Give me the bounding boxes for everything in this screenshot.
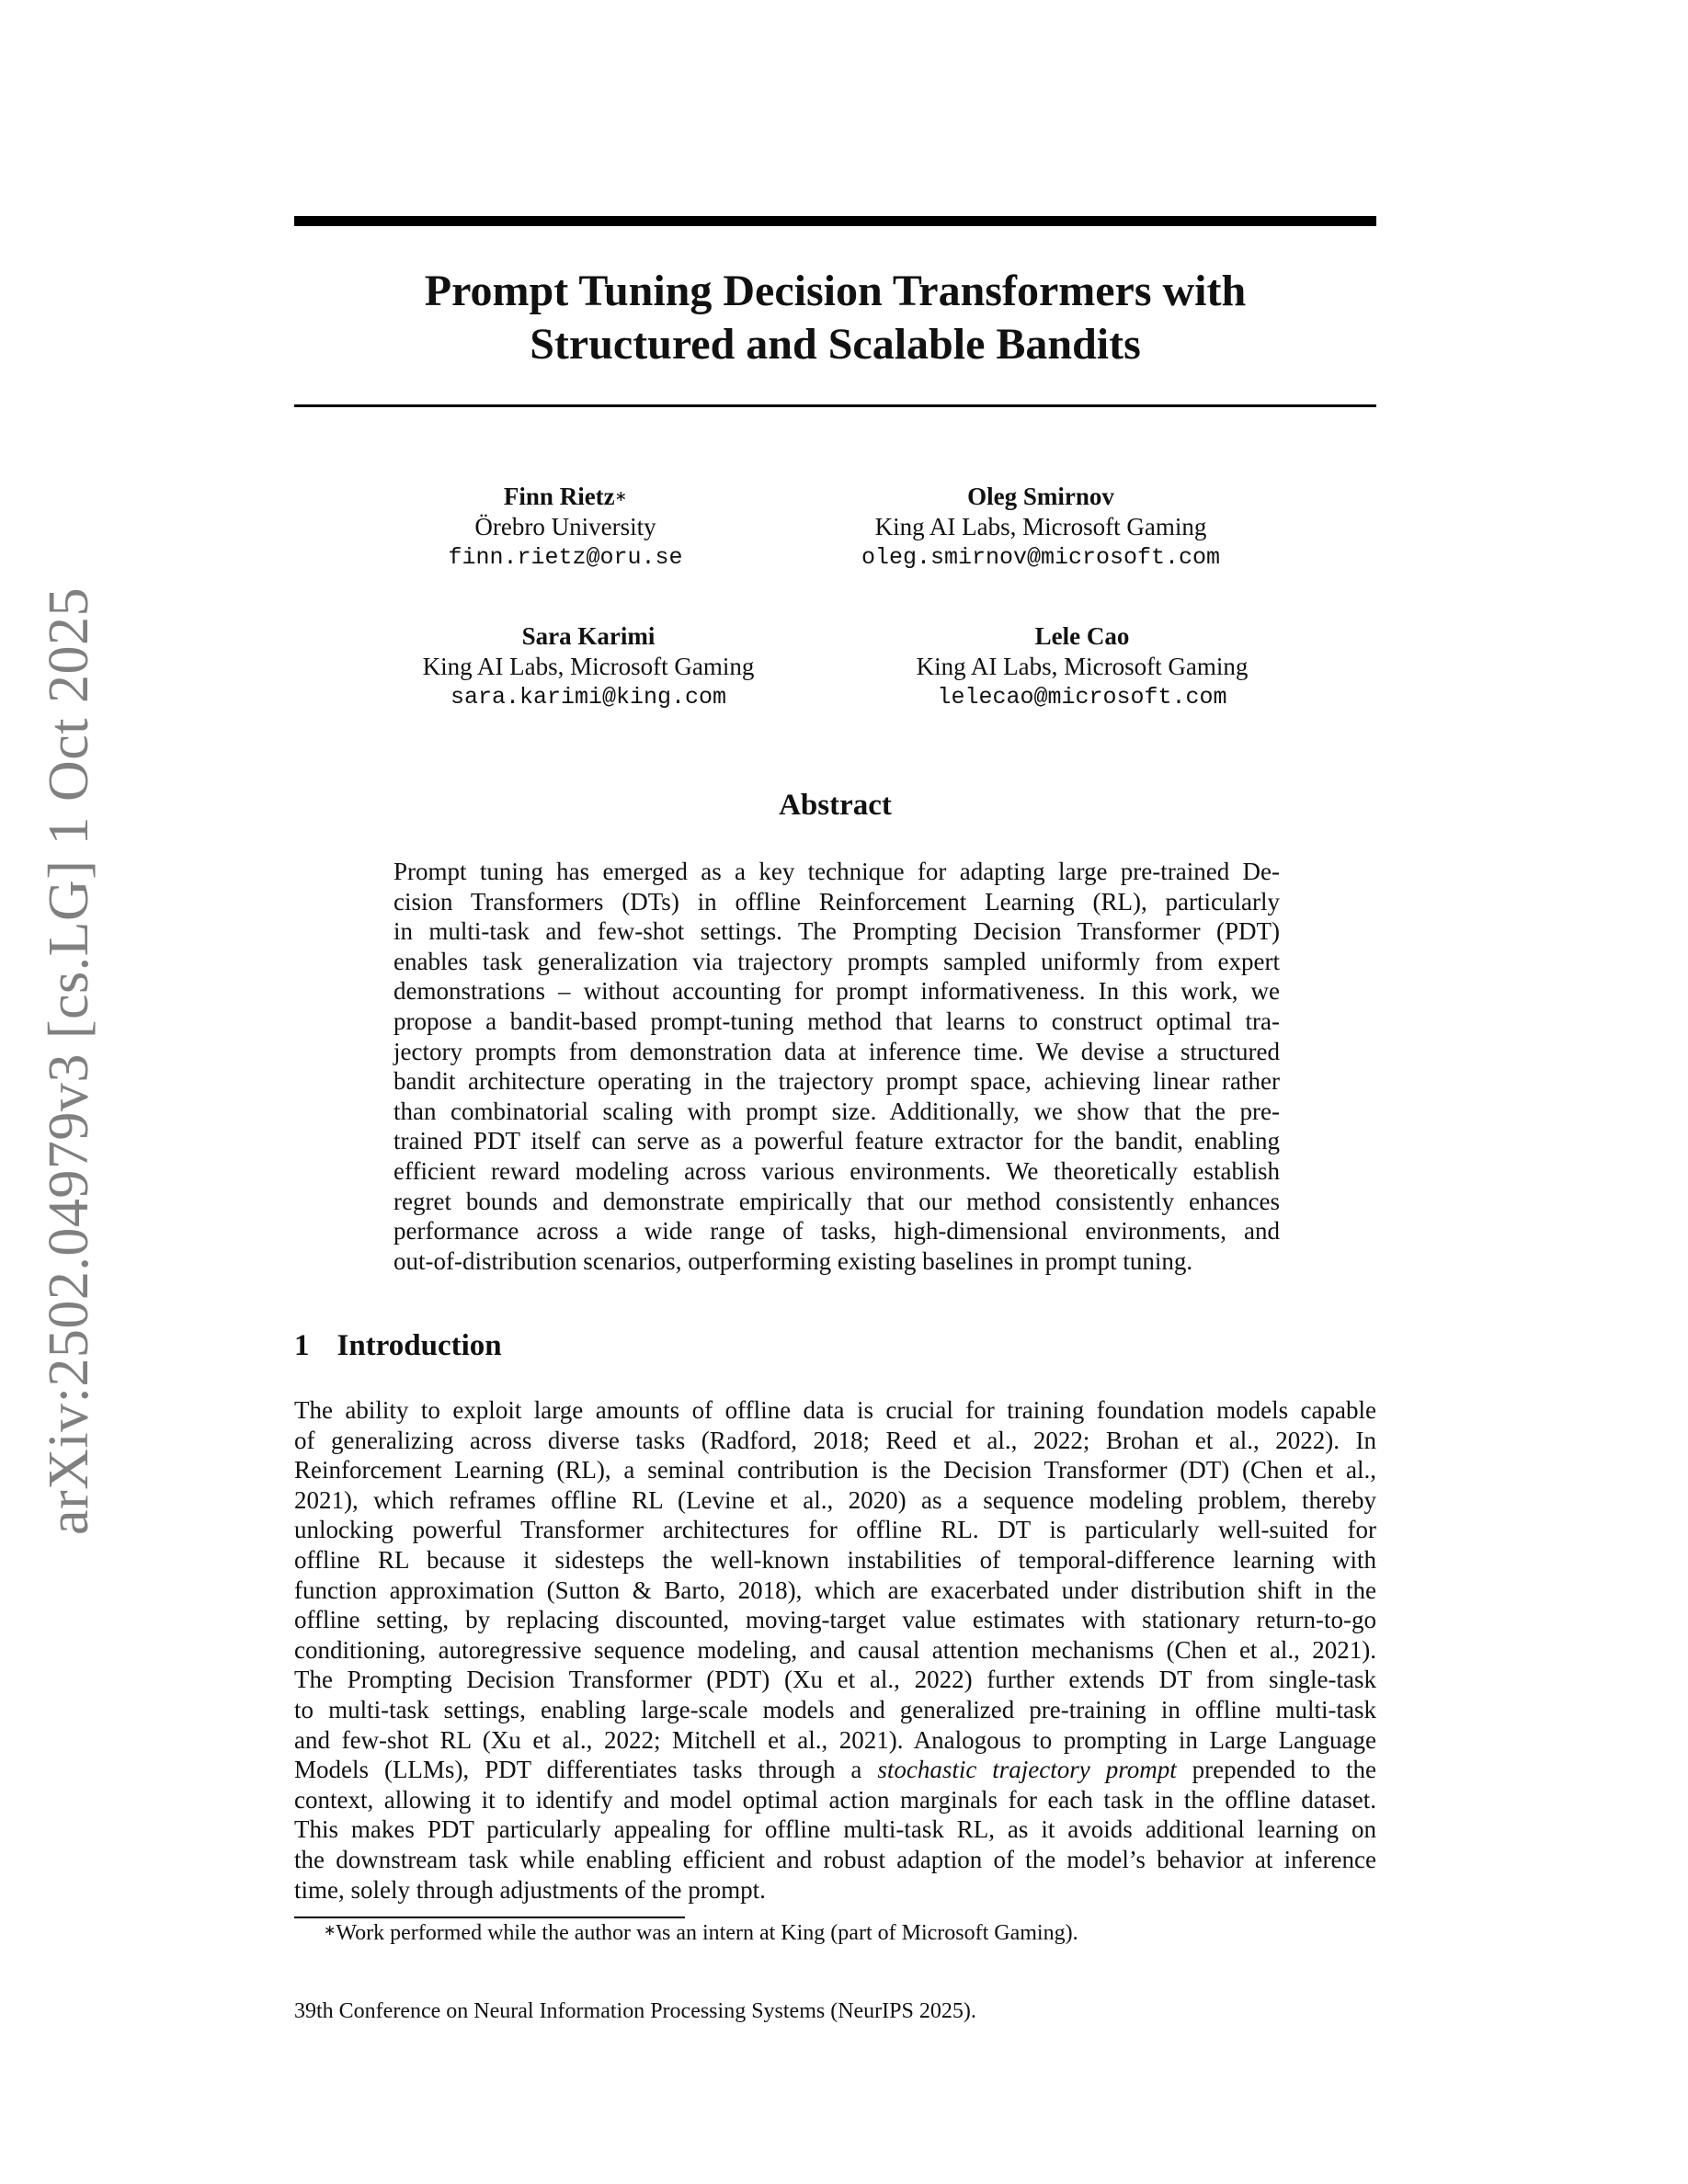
text-line: context, allowing it to identify and model optimal action marginals for each task in the offline dataset. (294, 1785, 1376, 1814)
text-line (294, 1755, 1376, 1785)
author-email[interactable]: finn.rietz@oru.se (448, 544, 683, 571)
introduction-body (294, 1395, 1376, 1905)
text-line: The Prompting Decision Transformer (PDT) (Xu et al., 2022) further extends DT from single-task (294, 1666, 1376, 1694)
text-line: the downstream task while enabling efficient and robust adaption of the model’s behavior at inference (294, 1845, 1376, 1873)
text-line: to multi-task settings, enabling large-scale models and generalized pre-training in offline multi-task (294, 1695, 1376, 1723)
text-span: prepended to the (1176, 1756, 1376, 1784)
text-line: regret bounds and demonstrate empirically that our method consistently enhances (393, 1187, 1280, 1215)
arxiv-stamp: arXiv:2502.04979v3 [cs.LG] 1 Oct 2025 (38, 587, 100, 1535)
text-line: cision Transformers (DTs) in offline Reinforcement Learning (RL), particularly (393, 887, 1280, 916)
author-block (802, 482, 1280, 573)
text-line: conditioning, autoregressive sequence modeling, and causal attention mechanisms (Chen et al., 2021). (294, 1635, 1376, 1664)
text-line: Prompt tuning has emerged as a key technique for adapting large pre-trained De- (393, 858, 1280, 885)
abstract-body (393, 857, 1280, 1276)
top-rule (294, 216, 1376, 226)
section-title: Introduction (336, 1329, 502, 1362)
text-line: time, solely through adjustments of the prompt. (294, 1875, 766, 1904)
author-block (326, 482, 804, 573)
footnote-text: Work performed while the author was an intern at King (part of Microsoft Gaming). (336, 1921, 1078, 1945)
author-email[interactable]: oleg.smirnov@microsoft.com (861, 544, 1221, 571)
text-line: offline setting, by replacing discounted, moving-target value estimates with stationary return-to-go (294, 1606, 1376, 1634)
footnote (324, 1921, 1078, 1946)
author-email[interactable]: sara.karimi@king.com (450, 684, 727, 711)
text-span: Models (LLMs), PDT differentiates tasks through a (294, 1756, 878, 1784)
text-line: The ability to exploit large amounts of offline data is crucial for training foundation models capable (294, 1396, 1376, 1424)
abstract-heading: Abstract (779, 789, 892, 822)
text-line: out-of-distribution scenarios, outperforming existing baselines in prompt tuning. (393, 1246, 1193, 1275)
author-affiliation: Örebro University (474, 513, 656, 540)
text-line: unlocking powerful Transformer architectures for offline RL. DT is particularly well-suited for (294, 1516, 1376, 1544)
author-block (349, 621, 827, 712)
title-rule (294, 404, 1376, 407)
author-name: Finn Rietz (503, 483, 615, 510)
title-line: Prompt Tuning Decision Transformers with (424, 267, 1247, 315)
text-line: bandit architecture operating in the trajectory prompt space, achieving linear rather (393, 1067, 1280, 1096)
author-name: Sara Karimi (521, 622, 656, 650)
text-line: trained PDT itself can serve as a powerful feature extractor for the bandit, enabling (393, 1127, 1280, 1155)
author-name: Oleg Smirnov (967, 483, 1114, 510)
text-line: of generalizing across diverse tasks (Radford, 2018; Reed et al., 2022; Brohan et al., 2022). In (294, 1426, 1376, 1454)
title-line: Structured and Scalable Bandits (530, 320, 1141, 369)
text-line: function approximation (Sutton & Barto, 2018), which are exacerbated under distribution shift in the (294, 1575, 1376, 1604)
text-line: demonstrations – without accounting for prompt informativeness. In this work, we (393, 977, 1280, 1006)
emphasis-text: stochastic trajectory prompt (877, 1756, 1177, 1784)
text-line: than combinatorial scaling with prompt size. Additionally, we show that the pre- (393, 1097, 1280, 1125)
text-line: enables task generalization via trajectory prompts sampled uniformly from expert (393, 947, 1280, 975)
text-line: propose a bandit-based prompt-tuning method that learns to construct optimal tra- (393, 1007, 1280, 1035)
text-line: This makes PDT particularly appealing for offline multi-task RL, as it avoids additional learning on (294, 1815, 1376, 1844)
footnote-rule (294, 1917, 685, 1918)
section-heading (294, 1329, 502, 1363)
footnote-mark: ∗ (324, 1923, 336, 1939)
text-line: efficient reward modeling across various environments. We theoretically establish (393, 1156, 1280, 1185)
venue-note: 39th Conference on Neural Information Processing Systems (NeurIPS 2025). (294, 1999, 976, 2023)
paper-title (294, 265, 1376, 371)
author-affiliation: King AI Labs, Microsoft Gaming (916, 653, 1249, 680)
text-line: in multi-task and few-shot settings. The Prompting Decision Transformer (PDT) (393, 917, 1280, 946)
text-line: jectory prompts from demonstration data at inference time. We devise a structured (393, 1037, 1280, 1065)
author-affiliation: King AI Labs, Microsoft Gaming (874, 513, 1207, 540)
author-block (843, 621, 1321, 712)
text-line: offline RL because it sidesteps the well-known instabilities of temporal-difference learning with (294, 1545, 1376, 1574)
author-name: Lele Cao (1034, 622, 1130, 650)
author-affiliation: King AI Labs, Microsoft Gaming (422, 653, 755, 680)
text-line: 2021), which reframes offline RL (Levine et al., 2020) as a sequence modeling problem, thereby (294, 1485, 1376, 1514)
author-email[interactable]: lelecao@microsoft.com (937, 684, 1227, 711)
footnote-mark: ∗ (614, 489, 628, 505)
text-line: performance across a wide range of tasks, high-dimensional environments, and (393, 1217, 1280, 1246)
text-line: Reinforcement Learning (RL), a seminal contribution is the Decision Transformer (DT) (Chen et al., (294, 1456, 1376, 1484)
section-number: 1 (294, 1329, 310, 1362)
text-line: and few-shot RL (Xu et al., 2022; Mitchell et al., 2021). Analogous to prompting in Large Language (294, 1725, 1376, 1754)
